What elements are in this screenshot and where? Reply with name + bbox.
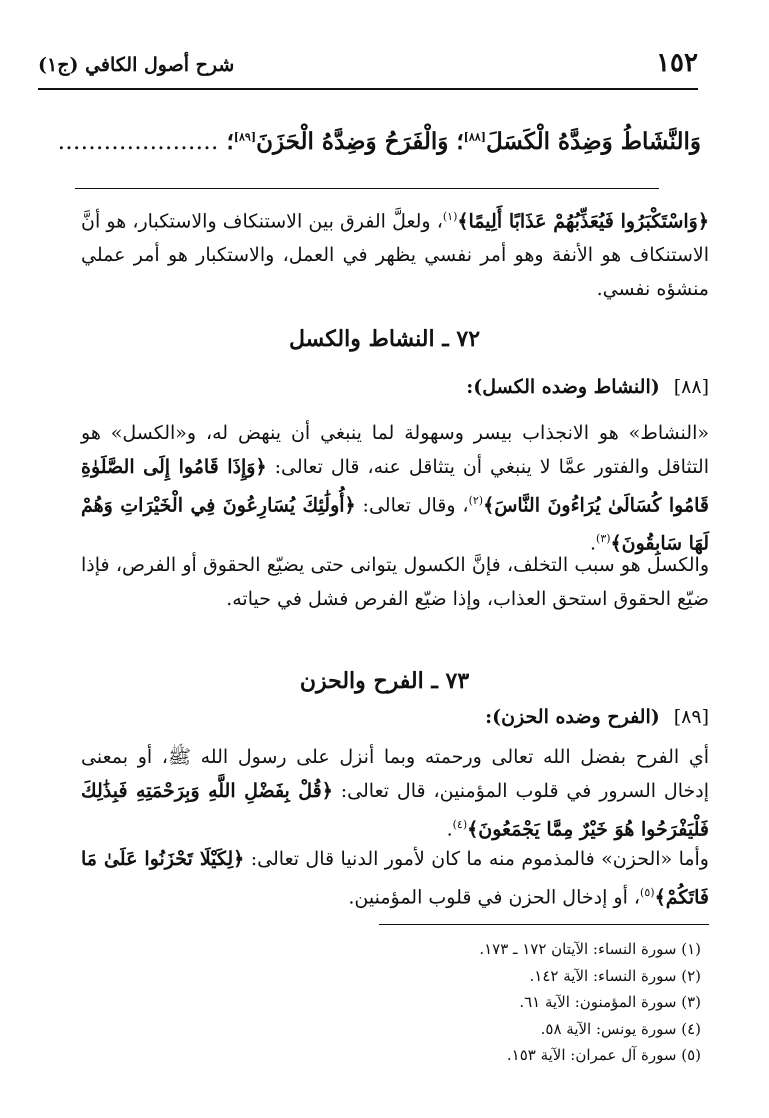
quran-verse: ﴿وَإِذَا قَامُوا إِلَى الصَّلَوٰةِ قَامُوا كُسَالَىٰ يُرَاءُونَ النَّاسَ﴾ [81,456,709,517]
footnote-ref: (٢) [468,494,484,507]
quran-verse: ﴿قُلْ بِفَضْلِ اللَّهِ وَبِرَحْمَتِهِ فَبِذَٰلِكَ فَلْيَفْرَحُوا هُوَ خَيْرٌ مِمَّا يَجْمَعُونَ﴾ [81,780,709,841]
hadith-part-activity: وَالنَّشَاطُ وَضِدَّهُ الْكَسَلَ [485,128,701,155]
footnote-ref: (٣) [596,532,611,546]
entry-number: [٨٩] [673,706,709,728]
intro-paragraph [81,200,709,306]
footnote-2: (٢) سورة النساء: الآية ١٤٢. [529,966,701,985]
entry-89-label [485,706,709,728]
ellipsis-dots: ………………… [57,129,219,155]
hadith-ref-89: [٨٩] [233,130,257,144]
footnote-5: (٥) سورة آل عمران: الآية ١٥٣. [506,1046,701,1064]
section-heading-72: ٧٢ ـ النشاط والكسل [288,326,481,352]
entry-88-paragraph-1 [81,416,709,561]
book-title: شرح أصول الكافي (ج١) [38,54,235,76]
quran-verse: ﴿وَاسْتَكْبَرُوا فَيُعَذِّبُهُمْ عَذَابًا أَلِيمًا﴾ [457,210,709,233]
entry-89-paragraph-2 [81,842,709,914]
entry-title: (الفرح وضده الحزن): [485,706,660,728]
paragraph-text: ، ولعلَّ الفرق بين الاستنكاف والاستكبار، هو أنَّ الاستنكاف هو الأنفة وهو أمر نفسي يظهر في العمل، والاستكبار هو أمر عملي منشؤه نفسي. [81,210,709,301]
footnotes [479,936,701,1069]
entry-88-paragraph-2: والكسل هو سبب التخلف، فإنَّ الكسول يتوانى حتى يضيّع الحقوق أو الفرص، فإذا ضيّع الحقوق استحق العذاب، وإذا ضيّع الفرص فشل في حياته. [81,554,709,610]
entry-88-label [466,376,709,398]
hadith-text-line [57,128,701,155]
entry-89-paragraph-1 [81,740,709,846]
entry-number: [٨٨] [673,376,709,398]
footnote-ref: (٤) [452,818,468,831]
hadith-ref-88: [٨٨] [463,130,486,144]
section-heading-73: ٧٣ ـ الفرح والحزن [299,668,470,694]
quran-verse: ﴿لِكَيْلَا تَحْزَنُوا عَلَىٰ مَا فَاتَكُمْ﴾ [81,848,709,909]
entry-title: (النشاط وضده الكسل): [466,376,660,398]
footnote-1: (١) سورة النساء: الآيتان ١٧٢ ـ ١٧٣. [479,940,701,958]
paragraph-text: ، وقال تعالى: [355,494,469,517]
paragraph-text: ، أو إدخال الحزن في قلوب المؤمنين. [348,886,641,909]
footnote-ref: (٥) [640,886,655,899]
paragraph-text: أي الفرح بفضل الله تعالى ورحمته وبما أنزل على رسول الله ﷺ، أو بمعنى إدخال السرور في قلوب المؤمنين، قال تعالى: [81,746,709,802]
footnote-3: (٣) سورة المؤمنون: الآية ٦١. [519,993,701,1011]
footnote-ref: (١) [442,210,458,223]
footnotes-divider [379,924,709,925]
quran-verse: ﴿أُولَٰئِكَ يُسَارِعُونَ فِي الْخَيْرَاتِ وَهُمْ لَهَا سَابِقُونَ﴾ [81,494,709,555]
paragraph-text: . [589,532,597,555]
paragraph-text: وأما «الحزن» فالمذموم منه ما كان لأمور الدنيا قال تعالى: [244,848,709,870]
hadith-part-joy: ؛ وَالْفَرَحُ وَضِدَّهُ الْحَزَنَ [256,128,464,155]
hadith-separator: ؛ [226,128,234,155]
hadith-divider [75,188,659,189]
paragraph-text: «النشاط» هو الانجذاب بيسر وسهولة لما ينبغي أن ينهض له، و«الكسل» هو التثاقل والفتور عمَّا لا ينبغي أن يتثاقل عنه، قال تعالى: [81,422,709,478]
page-header [38,48,698,88]
paragraph-text: . [446,818,453,841]
header-divider [38,88,698,90]
page-number: ١٥٢ [656,48,698,78]
footnote-4: (٤) سورة يونس: الآية ٥٨. [540,1019,701,1038]
